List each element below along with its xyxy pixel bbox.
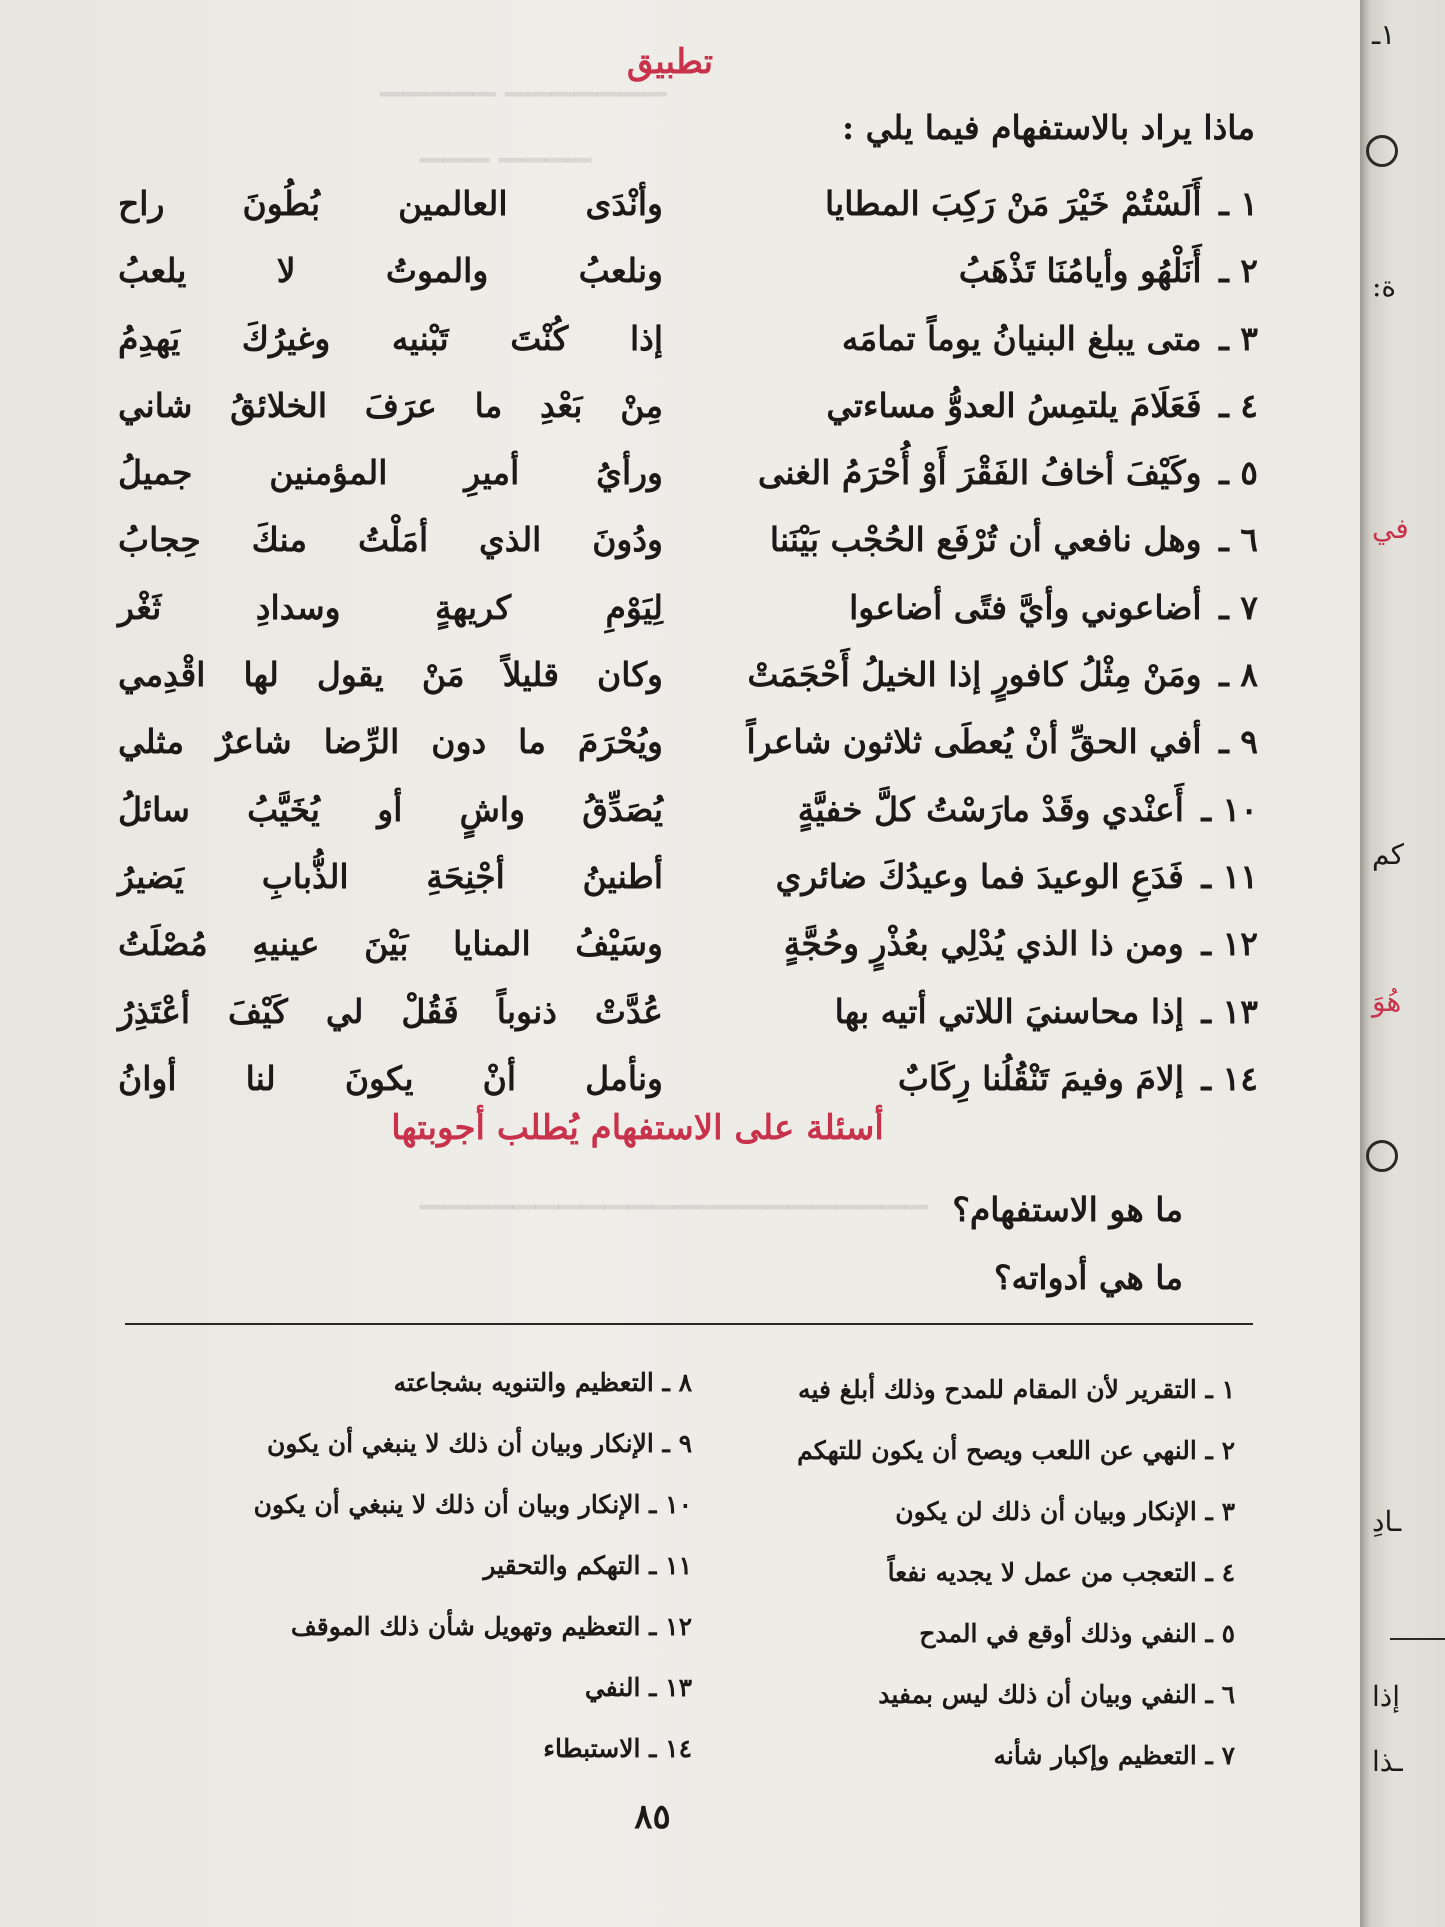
verse-first-hemistich: ٦ ـ وهل نافعي أن تُرْفَع الحُجْب بَيْنَنا: [769, 520, 1258, 560]
verse-first-hemistich: ٩ ـ أفي الحقِّ أنْ يُعطَى ثلاثون شاعراً: [746, 722, 1258, 762]
answers-column-right: [797, 1375, 1235, 1802]
show-through-text: ▁▁▁▁▁▁▁▁▁▁▁▁▁▁▁▁▁▁▁▁▁▁: [420, 1175, 928, 1210]
answer-item: ٤ ـ التعجب من عمل لا يجديه نفعاً: [887, 1558, 1235, 1587]
verse-line: [118, 918, 1258, 985]
adjacent-page-text: إذا: [1372, 1680, 1401, 1713]
verse-first-hemistich: ٧ ـ أضاعوني وأيَّ فتًى أضاعوا: [849, 587, 1258, 627]
answers-divider: [125, 1323, 1253, 1325]
answer-item: ١٢ ـ التعظيم وتهويل شأن ذلك الموقف: [290, 1612, 692, 1641]
adjacent-page-text: كم: [1372, 838, 1404, 871]
verse-line: [118, 582, 1258, 649]
answer-item: ١ ـ التقرير لأن المقام للمدح وذلك أبلغ فيه: [798, 1375, 1235, 1404]
question-item: ما هي أدواته؟: [994, 1258, 1183, 1297]
page-number: ٨٥: [634, 1797, 671, 1837]
verse-line: [118, 245, 1258, 312]
verse-line: [118, 313, 1258, 380]
verse-second-hemistich: لِيَوْمِ كريهةٍ وسدادِ ثَغْر: [118, 587, 663, 627]
adjacent-page-text: ـذا: [1372, 1745, 1403, 1778]
verse-second-hemistich: ونلعبُ والموتُ لا يلعبُ: [118, 251, 663, 291]
verse-line: [118, 380, 1258, 447]
adjacent-page-text: ١ـ: [1372, 18, 1396, 51]
verse-number: ٣ ـ: [1219, 318, 1258, 358]
answer-item: ١٠ ـ الإنكار وبيان أن ذلك لا ينبغي أن يكون: [253, 1490, 692, 1519]
verse-line: [118, 716, 1258, 783]
verse-second-hemistich: مِنْ بَعْدِ ما عرَفَ الخلائقُ شاني: [118, 385, 663, 425]
verse-number: ٧ ـ: [1219, 587, 1258, 627]
answer-item: ١١ ـ التهكم والتحقير: [483, 1551, 692, 1580]
answer-item: ٧ ـ التعظيم وإكبار شأنه: [993, 1741, 1235, 1770]
verse-number: ١٣ ـ: [1201, 991, 1258, 1031]
verse-first-hemistich: ٤ ـ فَعَلَامَ يلتمِسُ العدوُّ مساءتي: [826, 385, 1258, 425]
verse-first-hemistich: ٨ ـ ومَنْ مِثْلُ كافورٍ إذا الخيلُ أَحْجَمَتْ: [747, 655, 1258, 695]
adjacent-page-text: هُوَ: [1372, 985, 1402, 1018]
verse-second-hemistich: أطنينُ أجْنِحَةِ الذُّبابِ يَضيرُ: [118, 856, 663, 896]
answer-item: ٨ ـ التعظيم والتنويه بشجاعته: [393, 1368, 692, 1397]
verse-second-hemistich: وكان قليلاً مَنْ يقول لها اقْدِمي: [118, 655, 663, 695]
verse-number: ٢ ـ: [1219, 251, 1258, 291]
verse-number: ٨ ـ: [1219, 655, 1258, 695]
answer-item: ١٣ ـ النفي: [584, 1673, 692, 1702]
show-through-text: ▁▁▁▁ ▁▁▁: [420, 128, 592, 163]
answer-item: ٢ ـ النهي عن اللعب ويصح أن يكون للتهكم: [797, 1436, 1235, 1465]
answer-item: ٦ ـ النفي وبيان أن ذلك ليس بمفيد: [878, 1680, 1235, 1709]
answer-item: ٣ ـ الإنكار وبيان أن ذلك لن يكون: [895, 1497, 1235, 1526]
verse-first-hemistich: ٥ ـ وكَيْفَ أخافُ الفَقْرَ أَوْ أُحْرَمُ الغنى: [757, 453, 1258, 493]
verse-first-hemistich: ١٠ ـ أَعنْدي وقَدْ مارَسْتُ كلَّ خفيَّةٍ: [797, 789, 1258, 829]
show-through-text: ▁▁▁▁▁▁▁ ▁▁▁▁▁: [380, 62, 667, 97]
verse-first-hemistich: ١ ـ أَلَسْتُمْ خَيْرَ مَنْ رَكِبَ المطايا: [824, 184, 1258, 223]
exercise-instruction: ماذا يراد بالاستفهام فيما يلي :: [841, 108, 1255, 147]
verse-line: [118, 851, 1258, 918]
verse-list: [118, 178, 1258, 1120]
verse-second-hemistich: ونأمل أنْ يكونَ لنا أوانُ: [118, 1058, 663, 1098]
verse-number: ١٢ ـ: [1201, 924, 1258, 964]
page-title: تطبيق: [626, 42, 714, 82]
verse-number: ١ ـ: [1219, 184, 1258, 223]
verse-line: [118, 784, 1258, 851]
verse-number: ١٠ ـ: [1201, 789, 1258, 829]
answer-item: ٩ ـ الإنكار وبيان أن ذلك لا ينبغي أن يكون: [267, 1429, 692, 1458]
verse-number: ١١ ـ: [1201, 856, 1258, 896]
question-item: ما هو الاستفهام؟: [952, 1190, 1183, 1229]
verse-line: [118, 986, 1258, 1053]
verse-first-hemistich: ٢ ـ أَنَلْهُو وأيامُنَا تَذْهَبُ: [958, 251, 1258, 291]
adjacent-page-text: في: [1372, 512, 1409, 545]
verse-number: ٤ ـ: [1219, 385, 1258, 425]
verse-line: [118, 514, 1258, 581]
answer-item: ١٤ ـ الاستبطاء: [543, 1734, 692, 1763]
verse-line: [118, 178, 1258, 245]
ornament-icon: [1366, 135, 1398, 167]
verse-line: [118, 447, 1258, 514]
verse-second-hemistich: ويُحْرَمَ ما دون الرِّضا شاعرٌ مثلي: [118, 722, 663, 762]
verse-second-hemistich: وسَيْفُ المنايا بَيْنَ عينيهِ مُصْلَتُ: [118, 924, 663, 964]
answer-item: ٥ ـ النفي وذلك أوقع في المدح: [919, 1619, 1235, 1648]
verse-number: ١٤ ـ: [1201, 1058, 1258, 1098]
verse-first-hemistich: ١٢ ـ ومن ذا الذي يُدْلِي بعُذْرٍ وحُجَّةٍ: [783, 924, 1258, 964]
verse-second-hemistich: ورأيُ أميرِ المؤمنين جميلُ: [118, 453, 663, 493]
adjacent-page-text: ـادِ: [1372, 1505, 1402, 1538]
verse-first-hemistich: ١٤ ـ إلامَ وفيمَ تَنْقُلُنا رِكَابٌ: [897, 1058, 1258, 1098]
verse-second-hemistich: ودُونَ الذي أمَلْتُ منكَ حِجابُ: [118, 520, 663, 560]
verse-second-hemistich: إذا كُنْتَ تَبْنيه وغيرُكَ يَهدِمُ: [118, 318, 663, 358]
verse-number: ٩ ـ: [1219, 722, 1258, 762]
answers-column-left: [254, 1368, 692, 1795]
adjacent-page-text: ة:: [1372, 270, 1397, 303]
verse-number: ٥ ـ: [1219, 453, 1258, 493]
verse-second-hemistich: وأنْدَى العالمين بُطُونَ راح: [118, 184, 663, 223]
verse-second-hemistich: عُدَّتْ ذنوباً فَقُلْ لي كَيْفَ أعْتَذِرُ: [118, 991, 663, 1031]
verse-first-hemistich: ١٣ ـ إذا محاسنيَ اللاتي أتيه بها: [834, 991, 1258, 1031]
adjacent-page-rule: [1390, 1638, 1445, 1640]
verse-number: ٦ ـ: [1219, 520, 1258, 560]
verse-second-hemistich: يُصَدِّقُ واشٍ أو يُخَيَّبُ سائلُ: [118, 789, 663, 829]
verse-first-hemistich: ٣ ـ متى يبلغ البنيانُ يوماً تمامَه: [841, 318, 1258, 358]
verse-line: [118, 649, 1258, 716]
verse-first-hemistich: ١١ ـ فَدَعِ الوعيدَ فما وعيدُكَ ضائري: [775, 856, 1258, 896]
adjacent-page-edge: [1360, 0, 1445, 1927]
questions-heading: أسئلة على الاستفهام يُطلب أجوبتها: [391, 1108, 884, 1148]
